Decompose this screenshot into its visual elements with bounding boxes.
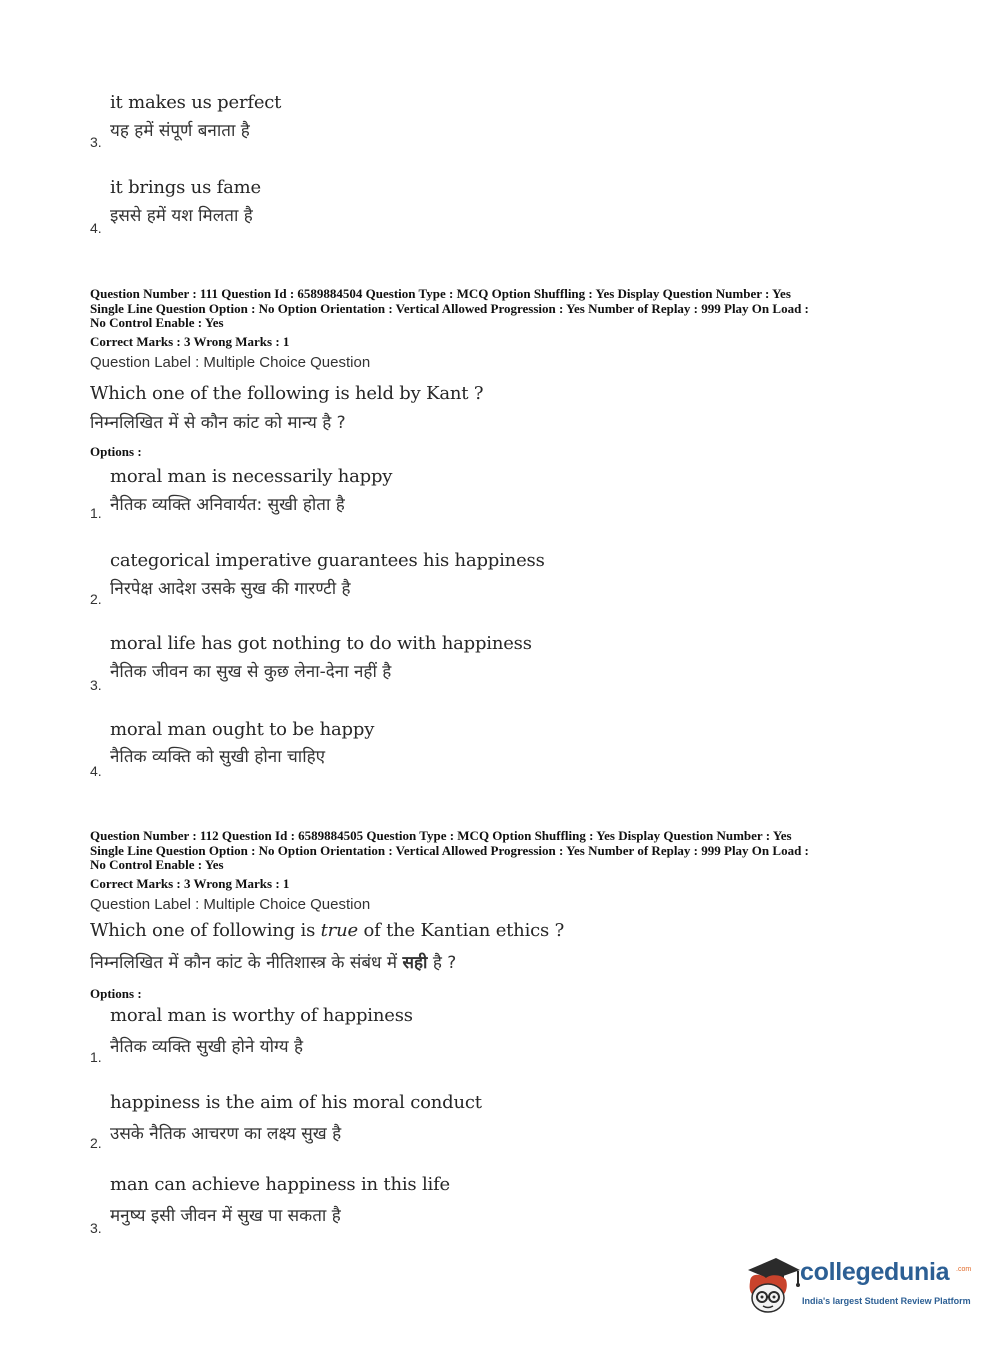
logo-wordmark: collegedunia bbox=[800, 1258, 950, 1286]
question-meta-line1: Question Number : 111 Question Id : 6589884504 Question Type : MCQ Option Shuffling : Yes Display Question Number : Yes bbox=[90, 286, 791, 301]
question-marks: Correct Marks : 3 Wrong Marks : 1 bbox=[90, 334, 290, 349]
question-text-part: of the Kantian ethics ? bbox=[357, 920, 565, 941]
question-meta-line2: Single Line Question Option : No Option Orientation : Vertical Allowed Progression : Yes Number of Replay : 999 Play On Load : bbox=[90, 842, 809, 858]
options-title: Options : bbox=[90, 444, 142, 459]
question-emphasis: true bbox=[320, 920, 358, 941]
collegedunia-logo bbox=[742, 1252, 972, 1316]
option-text-en: moral man is worthy of happiness bbox=[110, 1005, 413, 1026]
option-text-hi: नैतिक व्यक्ति अनिवार्यत: सुखी होता है bbox=[110, 495, 345, 515]
option-text-hi: यह हमें संपूर्ण बनाता है bbox=[110, 121, 250, 141]
option-text-en: moral man is necessarily happy bbox=[110, 466, 393, 487]
option-number: 4. bbox=[90, 220, 102, 236]
question-meta-line3: No Control Enable : Yes bbox=[90, 315, 224, 330]
options-title: Options : bbox=[90, 986, 142, 1001]
option-number: 4. bbox=[90, 763, 102, 779]
option-text-hi: मनुष्य इसी जीवन में सुख पा सकता है bbox=[110, 1206, 341, 1226]
question-meta-line1: Question Number : 112 Question Id : 6589884505 Question Type : MCQ Option Shuffling : Yes Display Question Number : Yes bbox=[90, 828, 792, 843]
question-label: Question Label : Multiple Choice Question bbox=[90, 896, 371, 913]
question-text-part: है ? bbox=[427, 953, 457, 973]
option-text-en: categorical imperative guarantees his happiness bbox=[110, 550, 545, 571]
option-number: 3. bbox=[90, 134, 102, 150]
option-text-en: moral man ought to be happy bbox=[110, 719, 375, 740]
mascot-icon bbox=[742, 1252, 802, 1316]
option-number: 2. bbox=[90, 1135, 102, 1151]
option-number: 3. bbox=[90, 1220, 102, 1236]
question-text-part: निम्नलिखित में कौन कांट के नीतिशास्त्र के संबंध में bbox=[90, 953, 403, 973]
option-text-en: it makes us perfect bbox=[110, 92, 282, 113]
question-meta-line3: No Control Enable : Yes bbox=[90, 857, 224, 872]
option-text-hi: इससे हमें यश मिलता है bbox=[110, 206, 253, 226]
question-text-hi: निम्नलिखित में से कौन कांट को मान्य है ? bbox=[90, 413, 346, 433]
option-text-hi: नैतिक व्यक्ति सुखी होने योग्य है bbox=[110, 1037, 304, 1057]
question-emphasis: सही bbox=[402, 953, 428, 973]
option-number: 1. bbox=[90, 505, 102, 521]
question-text-en bbox=[90, 920, 564, 941]
question-marks: Correct Marks : 3 Wrong Marks : 1 bbox=[90, 876, 290, 891]
option-number: 3. bbox=[90, 677, 102, 693]
option-text-en: man can achieve happiness in this life bbox=[110, 1174, 451, 1195]
question-text-hi bbox=[90, 950, 456, 973]
option-number: 2. bbox=[90, 591, 102, 607]
question-text-en: Which one of the following is held by Kant ? bbox=[90, 383, 484, 404]
question-label: Question Label : Multiple Choice Question bbox=[90, 354, 371, 371]
option-text-hi: नैतिक जीवन का सुख से कुछ लेना-देना नहीं है bbox=[110, 662, 392, 682]
logo-tagline: India's largest Student Review Platform bbox=[802, 1296, 971, 1306]
option-number: 1. bbox=[90, 1049, 102, 1065]
option-text-hi: उसके नैतिक आचरण का लक्ष्य सुख है bbox=[110, 1124, 342, 1144]
option-text-hi: निरपेक्ष आदेश उसके सुख की गारण्टी है bbox=[110, 579, 351, 599]
logo-suffix: .com bbox=[956, 1266, 972, 1273]
option-text-hi: नैतिक व्यक्ति को सुखी होना चाहिए bbox=[110, 747, 326, 767]
option-text-en: happiness is the aim of his moral conduct bbox=[110, 1092, 482, 1113]
option-text-en: moral life has got nothing to do with happiness bbox=[110, 633, 532, 654]
option-text-en: it brings us fame bbox=[110, 177, 261, 198]
question-text-part: Which one of following is bbox=[90, 920, 321, 941]
question-meta-line2: Single Line Question Option : No Option Orientation : Vertical Allowed Progression : Yes Number of Replay : 999 Play On Load : bbox=[90, 300, 809, 316]
